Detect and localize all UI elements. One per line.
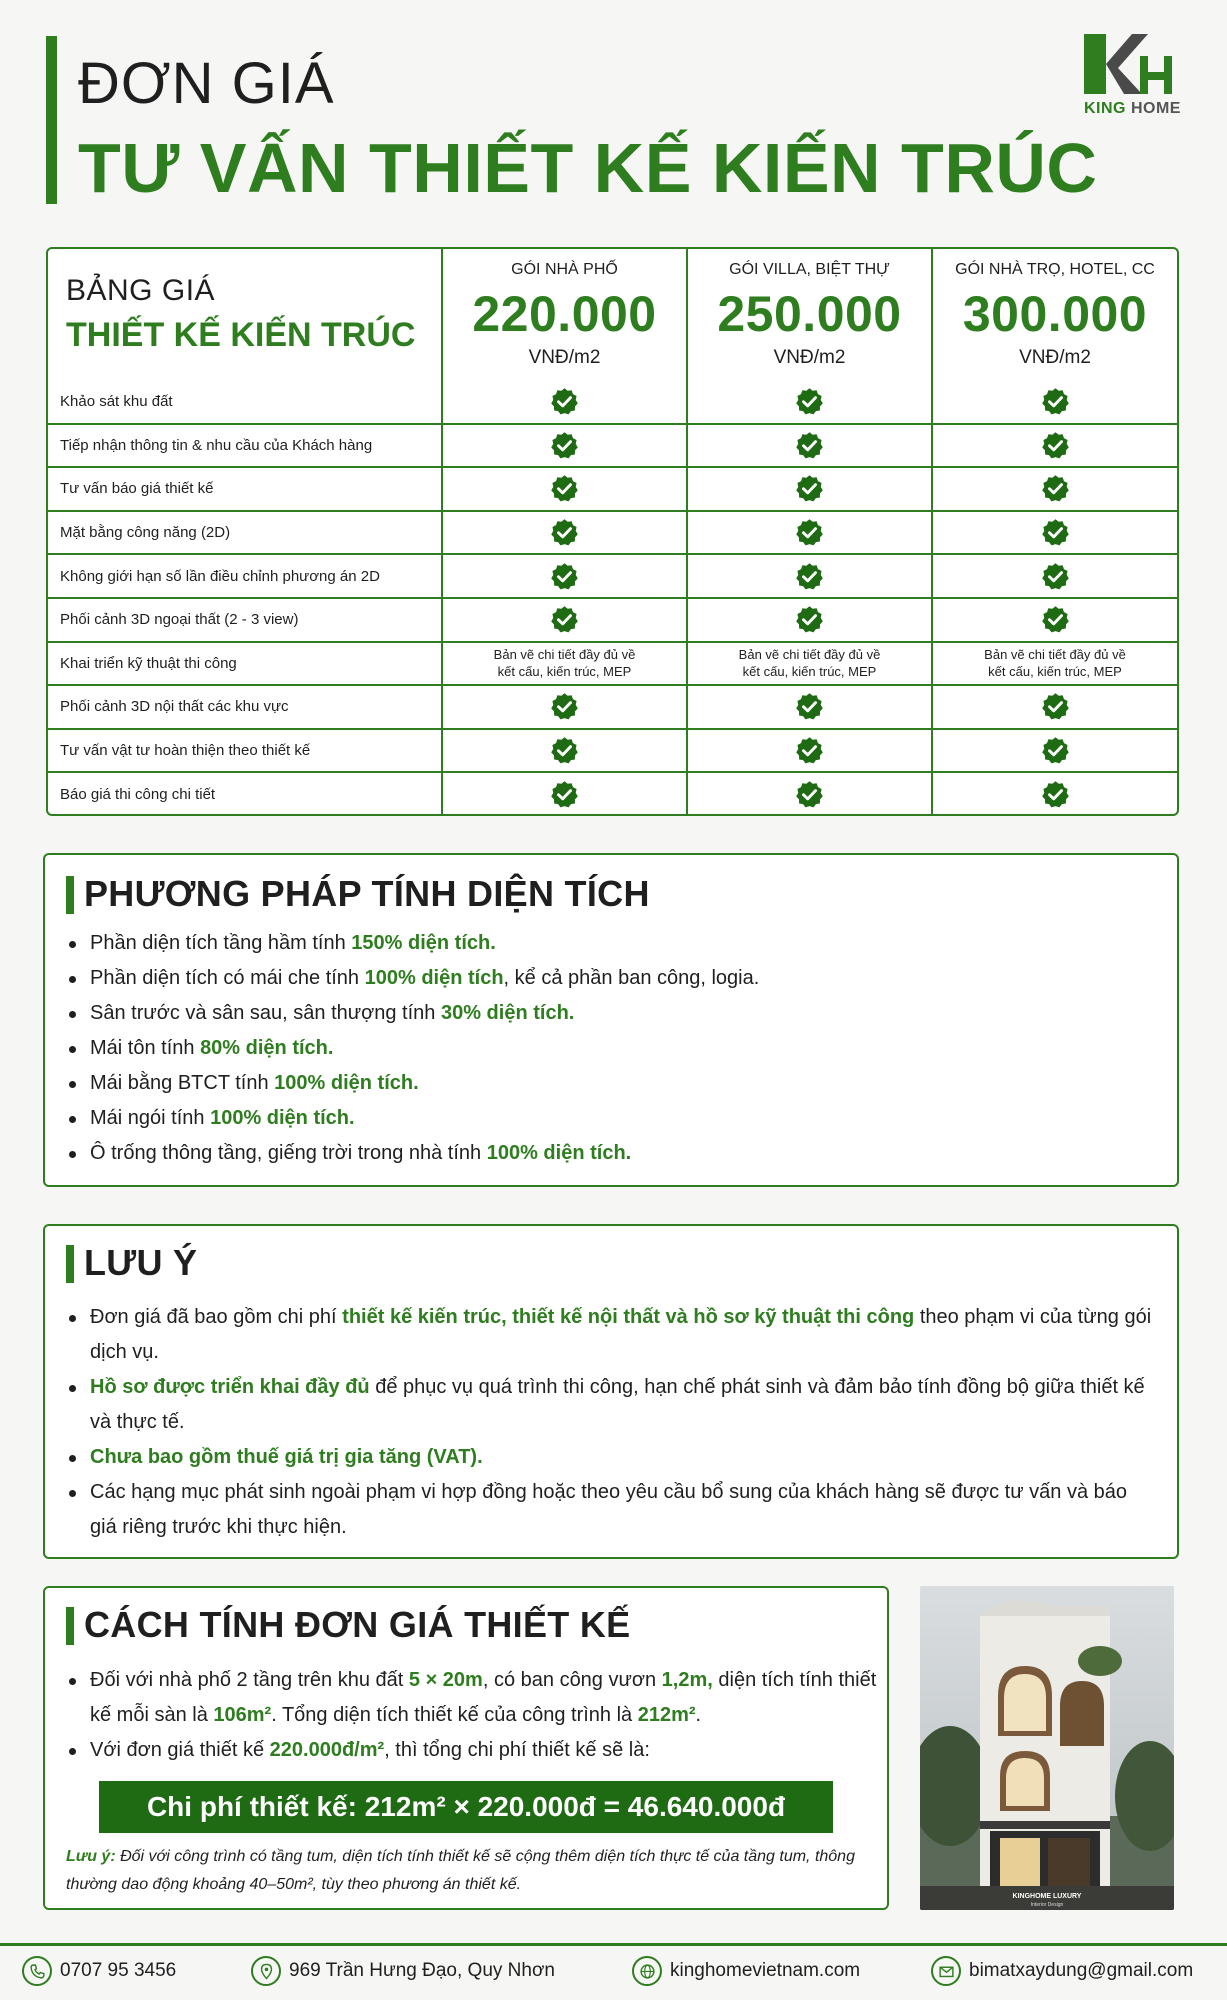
check-circle-icon (550, 736, 579, 765)
check-circle-icon (550, 780, 579, 809)
package-price: 250.000 (717, 285, 902, 342)
area-text: Mái bằng BTCT tính (90, 1072, 275, 1094)
image-caption-1: KINGHOME LUXURY (1012, 1893, 1082, 1900)
feature-cell (687, 554, 932, 598)
check-circle-icon (550, 387, 579, 416)
table-row (48, 424, 1177, 468)
detail-note-line1: Bản vẽ chi tiết đầy đủ về (984, 647, 1126, 663)
detail-note-line2: kết cấu, kiến trúc, MEP (988, 664, 1122, 680)
feature-cell (442, 467, 687, 511)
detail-note-line2: kết cấu, kiến trúc, MEP (497, 664, 632, 680)
building-render-image (920, 1586, 1174, 1910)
check-circle-icon (1041, 518, 1070, 547)
check-circle-icon (1041, 736, 1070, 765)
image-caption-2: Interior Design (1030, 1902, 1064, 1908)
area-method-title-bar (66, 876, 74, 914)
calc-text: , thì tổng chi phí thiết kế sẽ là: (384, 1739, 650, 1761)
feature-name: Không giới hạn số lần điều chỉnh phương án 2D (48, 554, 442, 598)
location-icon (251, 1956, 281, 1986)
feature-cell (687, 642, 932, 686)
footer-divider (0, 1943, 1227, 1946)
feature-name: Báo giá thi công chi tiết (48, 772, 442, 816)
check-circle-icon (1041, 431, 1070, 460)
header-subtitle: ĐƠN GIÁ (78, 51, 335, 116)
mail-icon (931, 1956, 961, 1986)
calc-list (66, 1663, 878, 1768)
feature-cell (687, 772, 932, 816)
detail-note (688, 646, 931, 680)
calc-text: diện tích tính thiết kế mỗi sàn là (90, 1669, 877, 1726)
package-price: 300.000 (962, 285, 1148, 342)
feature-cell (687, 598, 932, 642)
calc-value: 220.000đ/m² (269, 1739, 385, 1761)
feature-cell (687, 511, 932, 555)
feature-cell (687, 467, 932, 511)
area-text: Sân trước và sân sau, sân thượng tính (90, 1002, 441, 1024)
footer-address[interactable] (251, 1956, 555, 1986)
check-circle-icon (795, 692, 824, 721)
calc-title-bar (66, 1607, 74, 1645)
globe-icon (632, 1956, 662, 1986)
footer-email-text: bimatxaydung@gmail.com (969, 1960, 1194, 1981)
header-accent-bar (46, 36, 57, 204)
feature-cell (442, 380, 687, 424)
page-title: TƯ VẤN THIẾT KẾ KIẾN TRÚC (78, 129, 1098, 207)
area-value: 100% diện tích. (274, 1072, 419, 1094)
check-circle-icon (1041, 780, 1070, 809)
list-item (66, 1370, 1156, 1440)
package-price: 220.000 (472, 285, 657, 342)
check-circle-icon (550, 518, 579, 547)
list-item (66, 996, 1146, 1031)
table-row (48, 380, 1177, 424)
logo-wordmark (1084, 100, 1181, 118)
area-text: Phần diện tích có mái che tính (90, 967, 365, 989)
area-method-list (66, 926, 1146, 1171)
check-circle-icon (1041, 387, 1070, 416)
feature-cell (442, 598, 687, 642)
check-circle-icon (1041, 562, 1070, 591)
feature-cell (932, 554, 1177, 598)
check-circle-icon (1041, 474, 1070, 503)
package-townhouse (442, 249, 687, 380)
check-circle-icon (550, 431, 579, 460)
feature-cell (442, 554, 687, 598)
calc-text: . (695, 1704, 702, 1726)
area-value: 100% diện tích (364, 967, 504, 989)
feature-cell (442, 685, 687, 729)
feature-cell (932, 685, 1177, 729)
table-row (48, 467, 1177, 511)
detail-note (443, 646, 686, 680)
feature-cell (687, 424, 932, 468)
feature-name: Khảo sát khu đất (48, 380, 442, 424)
feature-name: Tư vấn vật tư hoàn thiện theo thiết kế (48, 729, 442, 773)
price-table-header-row (48, 249, 1177, 380)
feature-cell (687, 685, 932, 729)
check-circle-icon (550, 562, 579, 591)
area-text: Mái tôn tính (90, 1037, 201, 1059)
price-table-label-line2: THIẾT KẾ KIẾN TRÚC (66, 316, 416, 354)
note2-post: để phục vụ quá trình thi công, hạn chế phát sinh và đảm bảo tính đồng bộ giữa thiết kế và thực tế. (90, 1376, 1145, 1433)
table-row (48, 642, 1177, 686)
check-circle-icon (795, 605, 824, 634)
package-unit: VNĐ/m2 (773, 346, 846, 368)
note2-bold: Hồ sơ được triển khai đầy đủ (90, 1376, 370, 1398)
feature-cell (442, 729, 687, 773)
feature-cell (932, 729, 1177, 773)
feature-name: Tiếp nhận thông tin & nhu cầu của Khách hàng (48, 424, 442, 468)
calc-value: 1,2m, (661, 1669, 713, 1691)
calc-text: . Tổng diện tích thiết kế của công trình là (271, 1704, 638, 1726)
feature-cell (932, 772, 1177, 816)
feature-cell (687, 380, 932, 424)
package-name: GÓI NHÀ PHỐ (511, 260, 618, 278)
area-value: 100% diện tích. (486, 1142, 632, 1164)
feature-cell (687, 729, 932, 773)
feature-cell (932, 467, 1177, 511)
feature-name: Tư vấn báo giá thiết kế (48, 467, 442, 511)
note3-bold: Chưa bao gồm thuế giá trị gia tăng (VAT). (90, 1446, 483, 1468)
calc-value: 5 × 20m (408, 1669, 483, 1691)
note1-pre: Đơn giá đã bao gồm chi phí (90, 1306, 343, 1328)
detail-note-line2: kết cấu, kiến trúc, MEP (742, 664, 877, 680)
table-row (48, 554, 1177, 598)
feature-cell (932, 424, 1177, 468)
footer-website-text: kinghomevietnam.com (670, 1960, 861, 1981)
footer-phone[interactable] (22, 1956, 176, 1986)
check-circle-icon (795, 562, 824, 591)
table-row (48, 511, 1177, 555)
calc-note-text: Đối với công trình có tầng tum, diện tích tính thiết kế sẽ cộng thêm diện tích thực tế của tầng tum, thông thường dao động khoảng 40–50m², tùy theo phương án thiết kế. (66, 1848, 855, 1893)
area-value: 100% diện tích. (210, 1107, 355, 1129)
list-item (66, 1733, 878, 1768)
calc-value: 212m² (637, 1704, 696, 1726)
list-item (66, 1475, 1156, 1545)
feature-cell (442, 511, 687, 555)
list-item (66, 1663, 878, 1733)
list-item (66, 1300, 1156, 1370)
price-table-label (48, 249, 442, 380)
calc-text: , có ban công vươn (482, 1669, 662, 1691)
footer-address-text: 969 Trần Hưng Đạo, Quy Nhơn (289, 1960, 555, 1981)
package-villa (687, 249, 932, 380)
package-name: GÓI NHÀ TRỌ, HOTEL, CC (955, 260, 1155, 278)
note4: Các hạng mục phát sinh ngoài phạm vi hợp đồng hoặc theo yêu cầu bổ sung của khách hàng sẽ được tư vấn và báo giá riêng trước khi thực hiện. (90, 1481, 1128, 1538)
table-row (48, 772, 1177, 816)
footer-email[interactable] (931, 1956, 1193, 1986)
calc-note (66, 1843, 866, 1899)
feature-cell (932, 380, 1177, 424)
package-name: GÓI VILLA, BIỆT THỰ (729, 260, 890, 278)
price-table-label-line1: BẢNG GIÁ (66, 274, 216, 307)
check-circle-icon (1041, 605, 1070, 634)
feature-name: Khai triển kỹ thuật thi công (48, 642, 442, 686)
feature-cell (442, 642, 687, 686)
check-circle-icon (795, 387, 824, 416)
feature-cell (442, 772, 687, 816)
footer-website[interactable] (632, 1956, 860, 1986)
calc-text: Với đơn giá thiết kế (90, 1739, 270, 1761)
area-after: , kể cả phần ban công, logia. (503, 967, 760, 989)
check-circle-icon (795, 518, 824, 547)
check-circle-icon (795, 474, 824, 503)
area-text: Phần diện tích tầng hầm tính (90, 932, 352, 954)
feature-name: Mặt bằng công năng (2D) (48, 511, 442, 555)
package-unit: VNĐ/m2 (528, 346, 601, 368)
area-text: Mái ngói tính (90, 1107, 211, 1129)
calc-text: Đối với nhà phố 2 tầng trên khu đất (90, 1669, 409, 1691)
logo-brand-a: KING (1084, 100, 1126, 117)
footer-phone-text: 0707 95 3456 (60, 1960, 177, 1981)
area-value: 150% diện tích. (351, 932, 496, 954)
package-hotel (932, 249, 1177, 380)
list-item (66, 961, 1146, 996)
check-circle-icon (795, 780, 824, 809)
feature-name: Phối cảnh 3D ngoại thất (2 - 3 view) (48, 598, 442, 642)
calc-title: CÁCH TÍNH ĐƠN GIÁ THIẾT KẾ (84, 1604, 631, 1645)
check-circle-icon (1041, 692, 1070, 721)
check-circle-icon (795, 431, 824, 460)
list-item (66, 1066, 1146, 1101)
check-circle-icon (550, 605, 579, 634)
list-item (66, 1440, 1156, 1475)
detail-note-line1: Bản vẽ chi tiết đầy đủ về (493, 647, 636, 663)
phone-icon (22, 1956, 52, 1986)
feature-cell (442, 424, 687, 468)
price-table (46, 247, 1179, 816)
area-text: Ô trống thông tầng, giếng trời trong nhà tính (90, 1142, 487, 1164)
area-value: 80% diện tích. (200, 1037, 334, 1059)
feature-cell (932, 511, 1177, 555)
list-item (66, 1031, 1146, 1066)
check-circle-icon (795, 736, 824, 765)
table-row (48, 685, 1177, 729)
area-value: 30% diện tích. (440, 1002, 575, 1024)
list-item (66, 1101, 1146, 1136)
table-row (48, 729, 1177, 773)
area-method-title: PHƯƠNG PHÁP TÍNH DIỆN TÍCH (84, 873, 650, 914)
calc-note-label: Lưu ý: (66, 1848, 116, 1865)
notes-title-bar (66, 1245, 74, 1283)
calc-value: 106m² (213, 1704, 272, 1726)
detail-note-line1: Bản vẽ chi tiết đầy đủ về (738, 647, 881, 663)
feature-name: Phối cảnh 3D nội thất các khu vực (48, 685, 442, 729)
cost-formula: Chi phí thiết kế: 212m² × 220.000đ = 46.640.000đ (99, 1781, 833, 1833)
feature-cell (932, 598, 1177, 642)
check-circle-icon (550, 474, 579, 503)
list-item (66, 1136, 1146, 1171)
logo-brand-b: HOME (1130, 100, 1181, 117)
notes-title: LƯU Ý (84, 1242, 198, 1283)
feature-cell (932, 642, 1177, 686)
note1-post: theo phạm vi của từng gói dịch vụ. (90, 1306, 1152, 1363)
note1-bold: thiết kế kiến trúc, thiết kế nội thất và hồ sơ kỹ thuật thi công (342, 1306, 915, 1328)
check-circle-icon (550, 692, 579, 721)
list-item (66, 926, 1146, 961)
notes-list (66, 1300, 1156, 1545)
detail-note (933, 646, 1177, 680)
package-unit: VNĐ/m2 (1019, 346, 1091, 368)
table-row (48, 598, 1177, 642)
